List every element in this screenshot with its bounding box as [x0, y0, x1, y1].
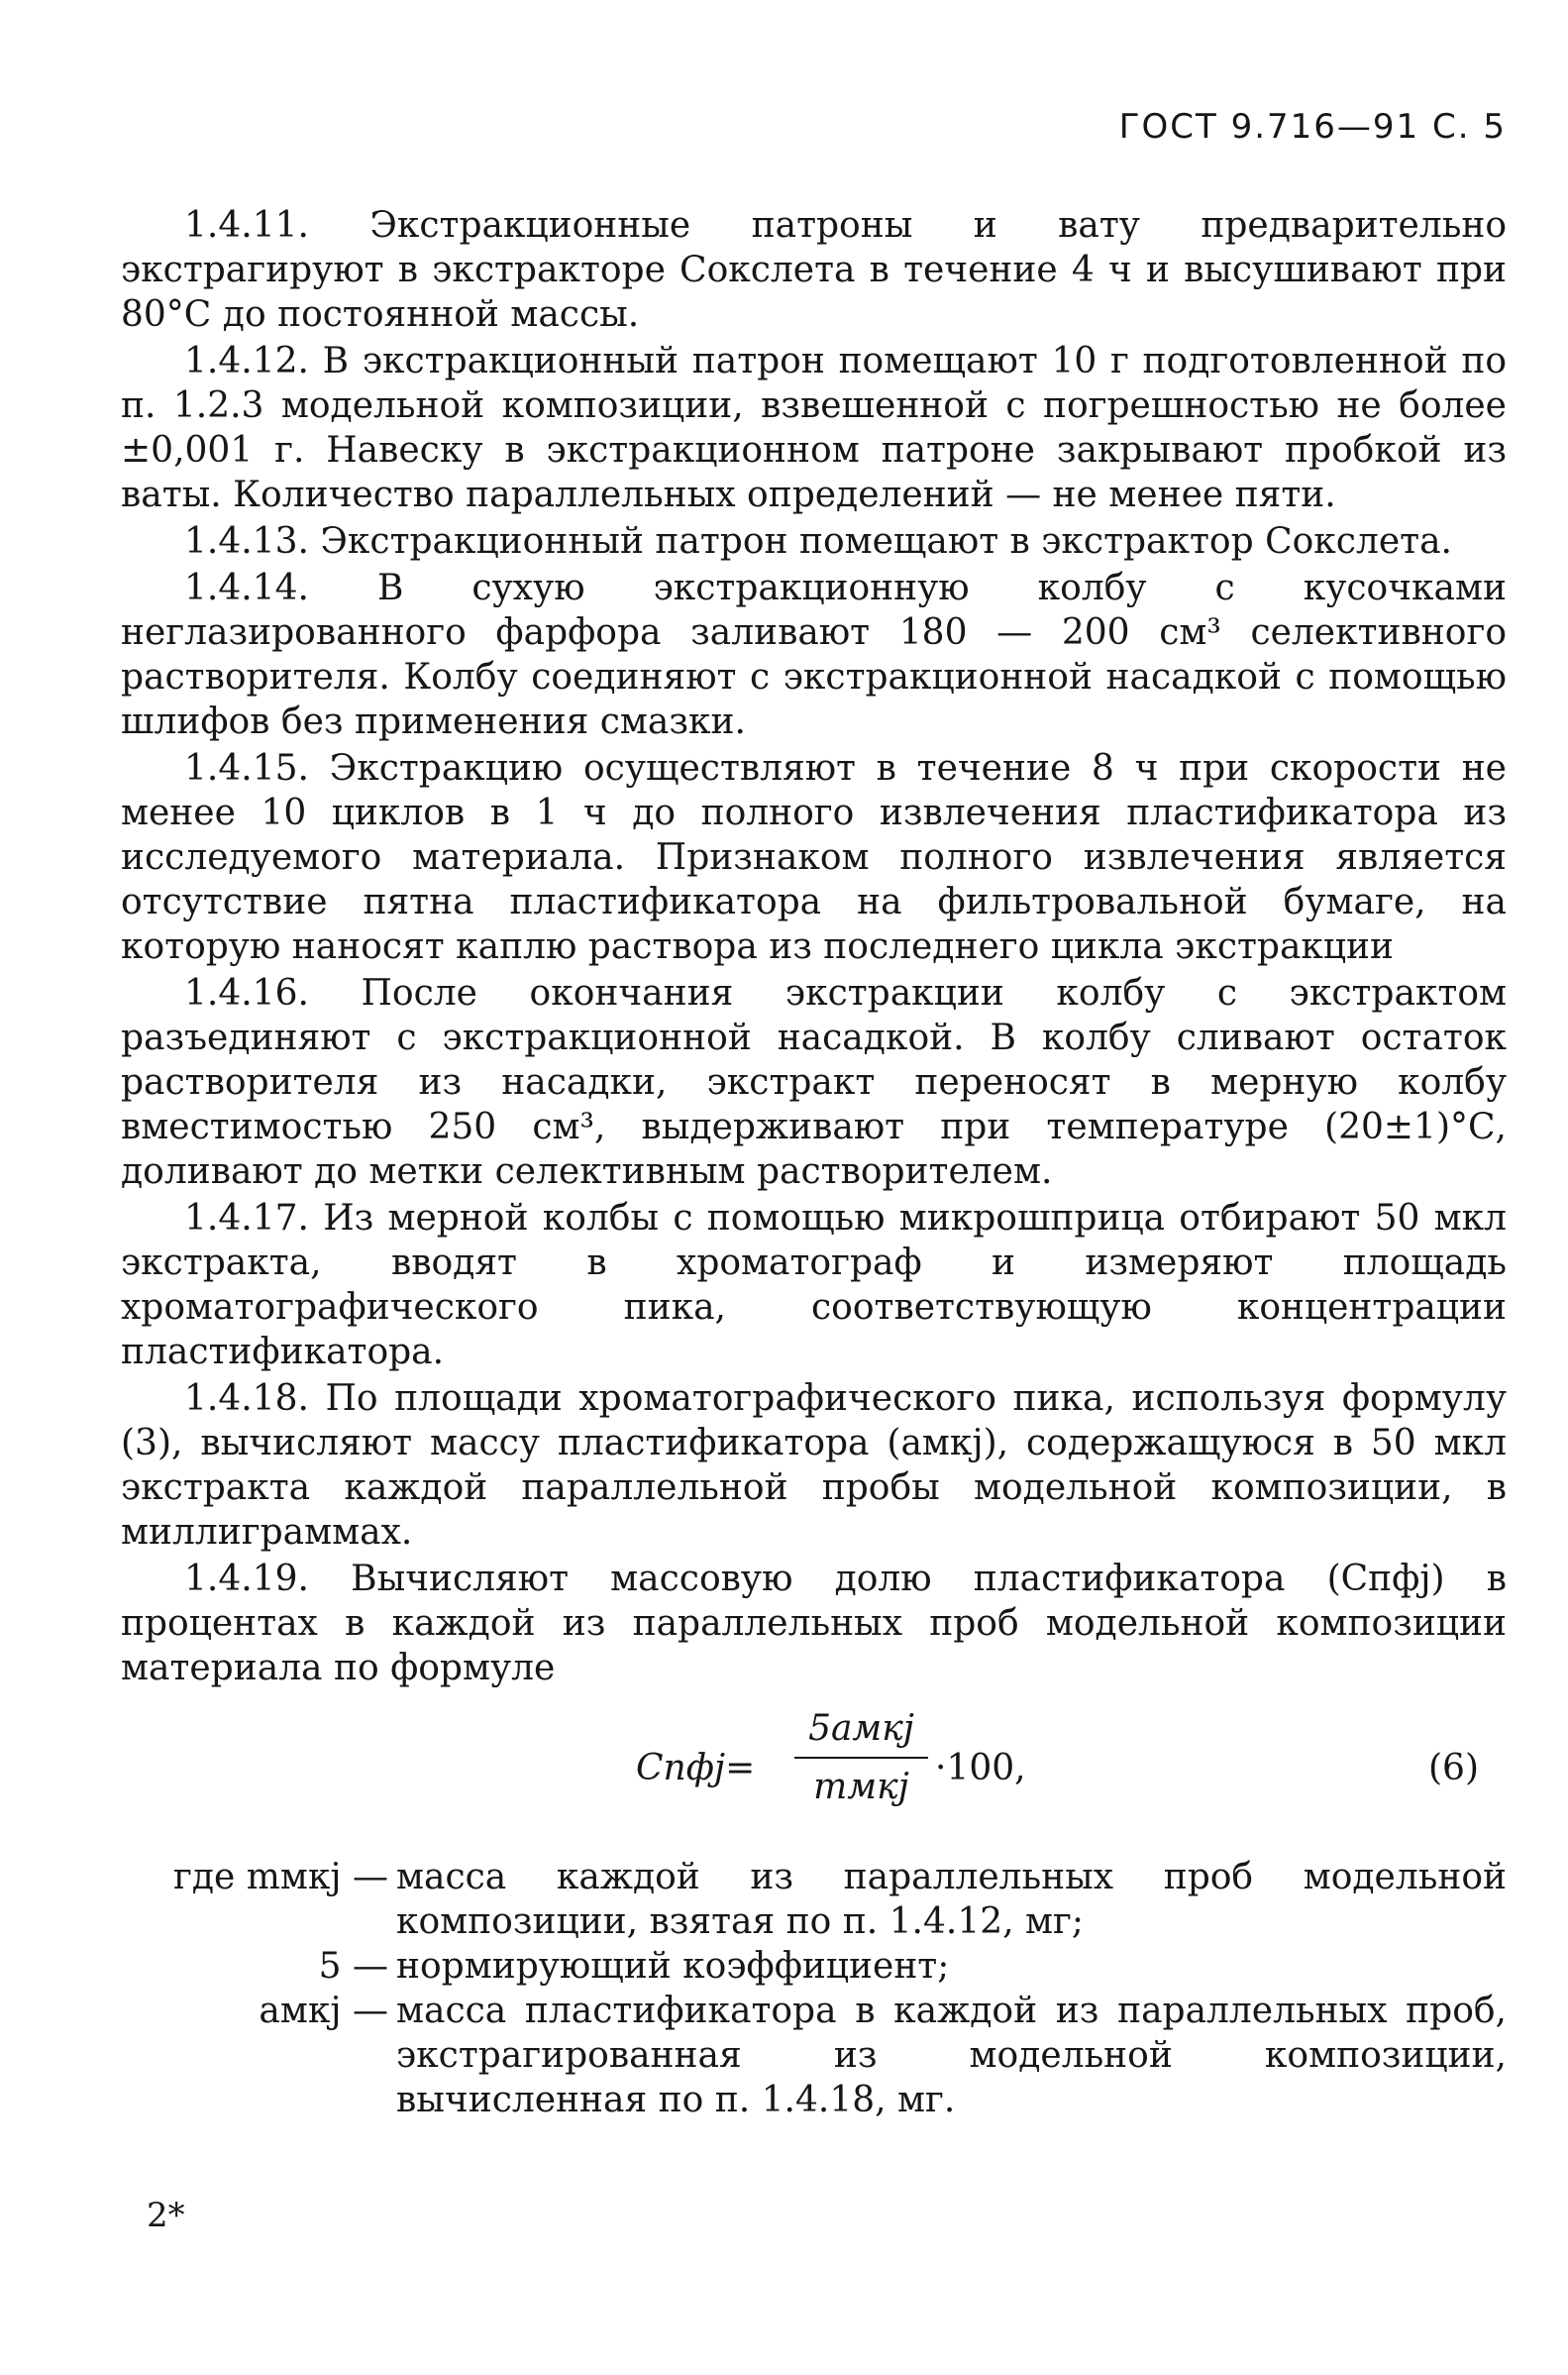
document-body [121, 203, 1507, 2122]
formula-number: (6) [1428, 1748, 1479, 1788]
page-footer-mark: 2* [147, 2196, 185, 2235]
legend-symbol: 5 — [318, 1946, 388, 1987]
paragraph-1-4-11: 1.4.11. Экстракционные патроны и вату предварительно экстрагируют в экстракторе Сокслета в течение 4 ч и высушивают при 80°С до постоянной массы. [121, 205, 1507, 335]
legend-text: масса пластификатора в каждой из параллельных проб, экстрагированная из модельной композиции, вычисленная по п. 1.4.18, мг. [396, 1991, 1507, 2120]
page-header: ГОСТ 9.716—91 С. 5 [1118, 107, 1507, 147]
formula-numerator: 5aмкj [794, 1706, 928, 1759]
paragraph-1-4-16: 1.4.16. После окончания экстракции колбу с экстрактом разъединяют с экстракционной насадкой. В колбу сливают остаток растворителя из насадки, экстракт переносят в мерную колбу вместимостью 250 см³, выдерживают при температуре (20±1)°С, доливают до метки селективным растворителем. [121, 973, 1507, 1192]
paragraph-1-4-14: 1.4.14. В сухую экстракционную колбу с кусочками неглазированного фарфора заливают 180 — 200 см³ селективного растворителя. Колбу соединяют с экстракционной насадкой с помощью шлифов без применения смазки. [121, 568, 1507, 742]
formula-6 [121, 1706, 1507, 1835]
formula-legend [121, 1855, 1507, 2122]
paragraph-1-4-19: 1.4.19. Вычисляют массовую долю пластификатора (Cпфj) в процентах в каждой из параллельных проб модельной композиции материала по формуле [121, 1559, 1507, 1688]
paragraph-1-4-13: 1.4.13. Экстракционный патрон помещают в экстрактор Сокслета. [184, 521, 1452, 562]
paragraph-1-4-18: 1.4.18. По площади хроматографического пика, используя формулу (3), вычисляют массу пластификатора (aмкj), содержащуюся в 50 мкл экстракта каждой параллельной пробы модельной композиции, в миллиграммах. [121, 1378, 1507, 1553]
formula-rhs: ·100, [935, 1748, 1026, 1788]
formula-lhs: Cпфj= [636, 1748, 756, 1788]
legend-text: нормирующий коэффициент; [396, 1946, 950, 1987]
formula-denominator: mмкj [813, 1767, 909, 1807]
formula-fraction [794, 1706, 928, 1809]
paragraph-1-4-15: 1.4.15. Экстракцию осуществляют в течение 8 ч при скорости не менее 10 циклов в 1 ч до полного извлечения пластификатора из исследуемого материала. Признаком полного извлечения является отсутствие пятна пластификатора на фильтровальной бумаге, на которую наносят каплю раствора из последнего цикла экстракции [121, 748, 1507, 967]
paragraph-1-4-17: 1.4.17. Из мерной колбы с помощью микрошприца отбирают 50 мкл экстракта, вводят в хроматограф и измеряют площадь хроматографического пика, соответствующую концентрации пластификатора. [121, 1198, 1507, 1372]
legend-symbol: aмкj — [259, 1991, 388, 2031]
legend-text: масса каждой из параллельных проб модельной композиции, взятая по п. 1.4.12, мг; [396, 1857, 1507, 1942]
paragraph-1-4-12: 1.4.12. В экстракционный патрон помещают 10 г подготовленной по п. 1.2.3 модельной композиции, взвешенной с погрешностью не более ±0,001 г. Навеску в экстракционном патроне закрывают пробкой из ваты. Количество параллельных определений — не менее пяти. [121, 341, 1507, 515]
legend-symbol: где mмкj — [172, 1857, 388, 1897]
